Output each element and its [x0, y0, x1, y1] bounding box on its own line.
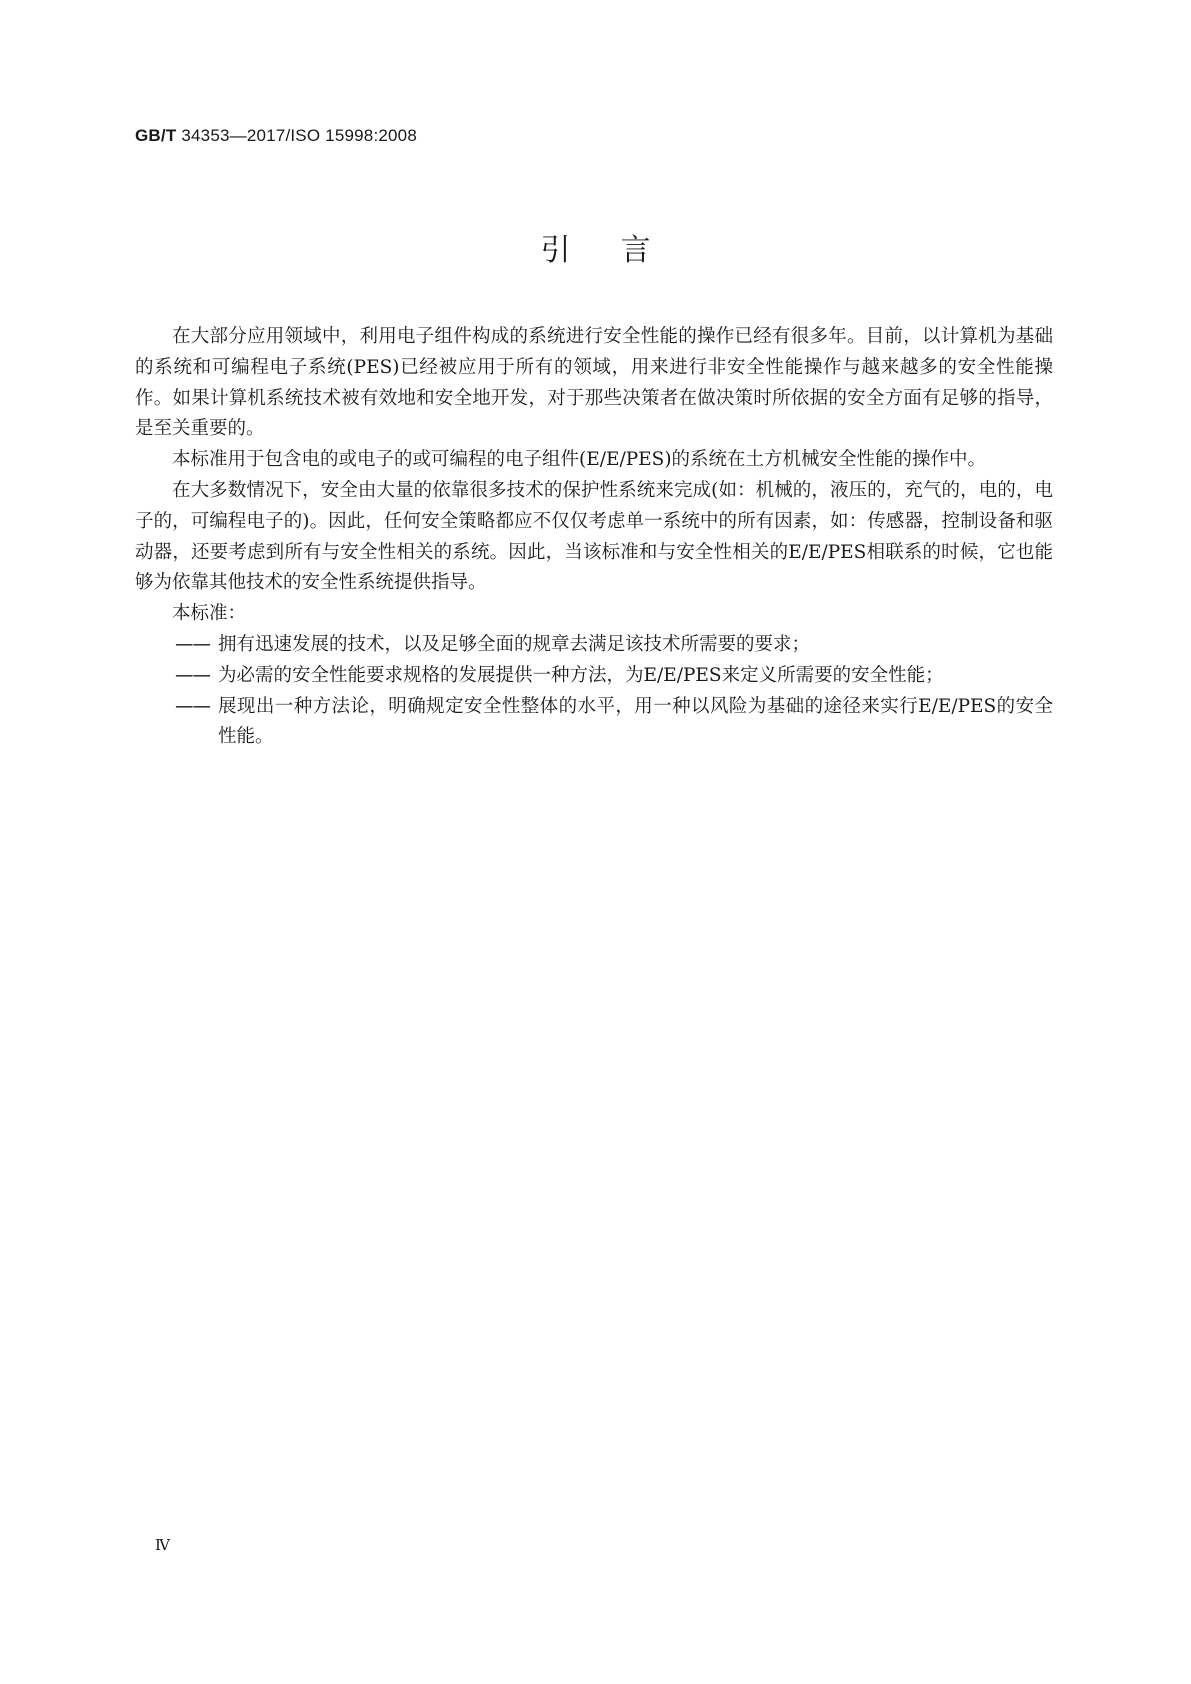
list-dash: ——: [175, 695, 210, 717]
introduction-body: [135, 322, 1053, 753]
list-item-text: 拥有迅速发展的技术，以及足够全面的规章去满足该技术所需要的要求；: [218, 633, 811, 655]
requirements-list: [135, 630, 1053, 753]
paragraph: 在大部分应用领域中，利用电子组件构成的系统进行安全性能的操作已经有很多年。目前，以计算机为基础的系统和可编程电子系统(PES)已经被应用于所有的领域，用来进行非安全性能操作与越来越多的安全性能操作。如果计算机系统技术被有效地和安全地开发，对于那些决策者在做决策时所依据的安全方面有足够的指导，是至关重要的。: [135, 326, 1053, 440]
document-header: [135, 126, 417, 146]
list-dash: ——: [175, 664, 210, 686]
list-dash: ——: [175, 633, 210, 655]
list-item: [135, 692, 1053, 754]
section-title: 引言: [540, 233, 701, 268]
standard-id: GB/T: [135, 126, 177, 145]
paragraph: 本标准用于包含电的或电子的或可编程的电子组件(E/E/PES)的系统在土方机械安全性能的操作中。: [172, 449, 987, 471]
list-item-text: 为必需的安全性能要求规格的发展提供一种方法，为E/E/PES来定义所需要的安全性能；: [218, 664, 944, 686]
standard-number: 34353—2017/ISO 15998:2008: [181, 126, 417, 145]
page-number: Ⅳ: [155, 1536, 170, 1554]
list-item: [135, 661, 1053, 692]
list-intro: 本标准：: [172, 603, 247, 625]
list-item-text: 展现出一种方法论，明确规定安全性整体的水平，用一种以风险为基础的途径来实行E/E/PES的安全性能。: [218, 695, 1053, 748]
paragraph: 在大多数情况下，安全由大量的依靠很多技术的保护性系统来完成(如：机械的，液压的，充气的，电的，电子的，可编程电子的)。因此，任何安全策略都应不仅仅考虑单一系统中的所有因素，如：传感器，控制设备和驱动器，还要考虑到所有与安全性相关的系统。因此，当该标准和与安全性相关的E/E/PES相联系的时候，它也能够为依靠其他技术的安全性系统提供指导。: [135, 479, 1053, 594]
list-item: [135, 630, 1053, 661]
